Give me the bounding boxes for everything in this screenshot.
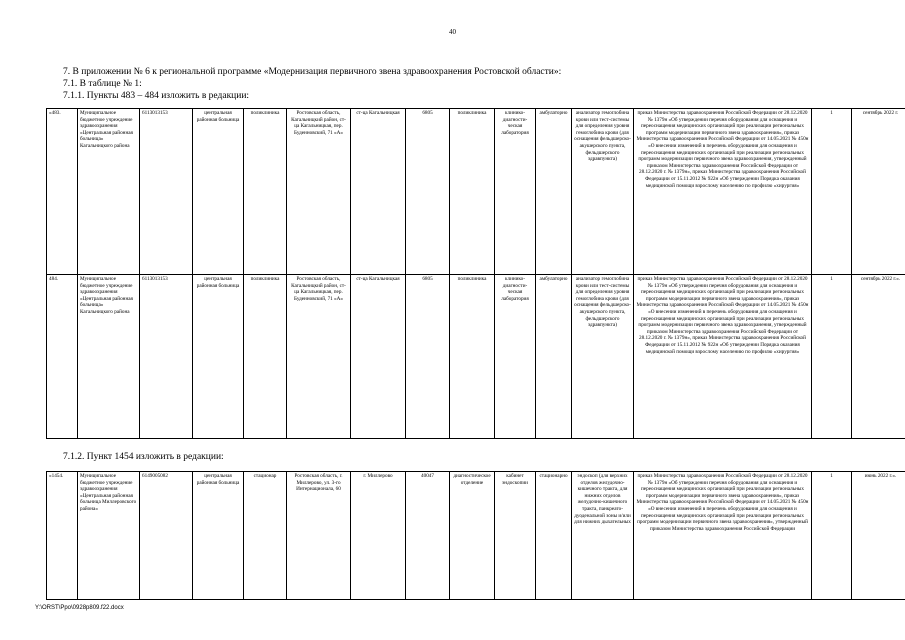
organization-cell: Муниципальное бюджетное учреждение здравоохранения «Центральная районная больница Миллеровского района» [78,472,140,600]
section-heading-7-1-2: 7.1.2. Пункт 1454 изложить в редакции: [63,452,224,462]
quantity-cell: 1 [812,472,852,600]
date-cell: июнь 2022 г.». [852,472,905,600]
population-cell: 6805 [406,109,450,275]
population-cell: 40047 [406,472,450,600]
quantity-cell: 1 [812,109,852,275]
org-type-cell: центральная районная больница [193,472,244,600]
room-cell: клинико-диагностическая лаборатория [495,109,536,275]
room-cell: кабинет эндоскопии [495,472,536,600]
org-type-cell: центральная районная больница [193,109,244,275]
row-number-cell: «1454. [47,472,78,600]
department-cell: диагностическое отделение [450,472,495,600]
inn-cell: 6149005082 [140,472,193,600]
population-cell: 6805 [406,275,450,439]
org-type-cell: центральная районная больница [193,275,244,439]
mode-cell: амбулаторно [536,109,572,275]
inn-cell: 6113013153 [140,275,193,439]
basis-cell: приказ Министерства здравоохранения Российской Федерации от 28.12.2020 № 1379н «Об утверждении перечня оборудования для оснащения и переоснащения медицинских организаций при реализации региональных программ модернизации первичного звена здравоохранения», приказ Министерства здравоохранения Российской Федерации от 14.05.2021 № 450н «О внесении изменений в перечень оборудования для оснащения и переоснащения медицинских организаций при реализации региональных программ модернизации первичного звена здравоохранения», утвержденный приказом Министерства здравоохранения Российской Федерации [634,472,812,600]
equipment-table-2 [46,471,905,600]
row-number-cell: «483. [47,109,78,275]
quantity-cell: 1 [812,275,852,439]
equipment-cell: эндоскоп (для верхних отделов желудочно-кишечного тракта, для нижних отделов желудочно-кишечного тракта, панкреато-дуоденальной зоны и/или для нижних дыхательных [572,472,634,600]
basis-cell: приказ Министерства здравоохранения Российской Федерации от 28.12.2020 № 1379н «Об утверждении перечня оборудования для оснащения и переоснащения медицинских организаций при реализации региональных программ модернизации первичного звена здравоохранения», приказ Министерства здравоохранения Российской Федерации от 14.05.2021 № 450н «О внесении изменений в перечень оборудования для оснащения и переоснащения медицинских организаций при реализации региональных программ модернизации первичного звена здравоохранения, утвержденный приказом Министерства здравоохранения Российской Федерации от 28.12.2020 г. № 1379н», приказ Министерства здравоохранения Российской Федерации от 15.11.2012 № 922н «Об утверждении Порядка оказания медицинской помощи взрослому населению по профилю «хирургия» [634,109,812,275]
settlement-cell: ст-ца Кагальницкая [351,109,406,275]
intro-subparagraph: 7.1. В таблице № 1: [63,79,142,89]
settlement-cell: ст-ца Кагальницкая [351,275,406,439]
intro-paragraph: 7. В приложении № 6 к региональной программе «Модернизация первичного звена здравоохранения Ростовской области»: [63,67,562,77]
table-row [47,109,905,275]
basis-cell: приказ Министерства здравоохранения Российской Федерации от 28.12.2020 № 1379н «Об утверждении перечня оборудования для оснащения и переоснащения медицинских организаций при реализации региональных программ модернизации первичного звена здравоохранения», приказ Министерства здравоохранения Российской Федерации от 14.05.2021 № 450н «О внесении изменений в перечень оборудования для оснащения и переоснащения медицинских организаций при реализации региональных программ модернизации первичного звена здравоохранения, утвержденный приказом Министерства здравоохранения Российской Федерации от 28.12.2020 г. № 1379н», приказ Министерства здравоохранения Российской Федерации от 15.11.2012 № 922н «Об утверждении Порядка оказания медицинской помощи взрослому населению по профилю «хирургия» [634,275,812,439]
address-cell: Ростовская область, г. Миллерово, ул. 3-го Интернационала, 60 [287,472,351,600]
date-cell: сентябрь 2022 г.». [852,275,905,439]
date-cell: сентябрь 2022 г. [852,109,905,275]
address-cell: Ростовская область, Кагальницкий район, ст-ца Кагальницкая, пер. Буденновский, 71 «А» [287,109,351,275]
unit-cell: поликлиника [244,109,287,275]
organization-cell: Муниципальное бюджетное учреждение здравоохранения «Центральная районная больница» Кагальницкого района [78,275,140,439]
equipment-table-1 [46,108,905,439]
settlement-cell: г. Миллерово [351,472,406,600]
unit-cell: поликлиника [244,275,287,439]
organization-cell: Муниципальное бюджетное учреждение здравоохранения «Центральная районная больница» Кагальницкого района [78,109,140,275]
file-path-footer: Y:\ORST\Ppo\0928p809.f22.docx [35,605,124,611]
equipment-cell: анализатор гемоглобина крови или тест-системы для определения уровня гемоглобина крови (для оснащения фельдшерско-акушерского пункта, фельдшерского здравпункта) [572,275,634,439]
address-cell: Ростовская область, Кагальницкий район, ст-ца Кагальницкая, пер. Буденновский, 71 «А» [287,275,351,439]
table-row [47,275,905,439]
equipment-cell: анализатор гемоглобина крови или тест-системы для определения уровня гемоглобина крови (для оснащения фельдшерско-акушерского пункта, фельдшерского здравпункта) [572,109,634,275]
intro-subsubparagraph: 7.1.1. Пункты 483 – 484 изложить в редакции: [63,91,250,101]
unit-cell: стационар [244,472,287,600]
inn-cell: 6113013153 [140,109,193,275]
department-cell: поликлиника [450,275,495,439]
page-number: 40 [449,28,456,36]
room-cell: клинико-диагностическая лаборатория [495,275,536,439]
row-number-cell: 484. [47,275,78,439]
department-cell: поликлиника [450,109,495,275]
mode-cell: амбулаторно [536,275,572,439]
table-row [47,472,905,600]
mode-cell: стационарно [536,472,572,600]
